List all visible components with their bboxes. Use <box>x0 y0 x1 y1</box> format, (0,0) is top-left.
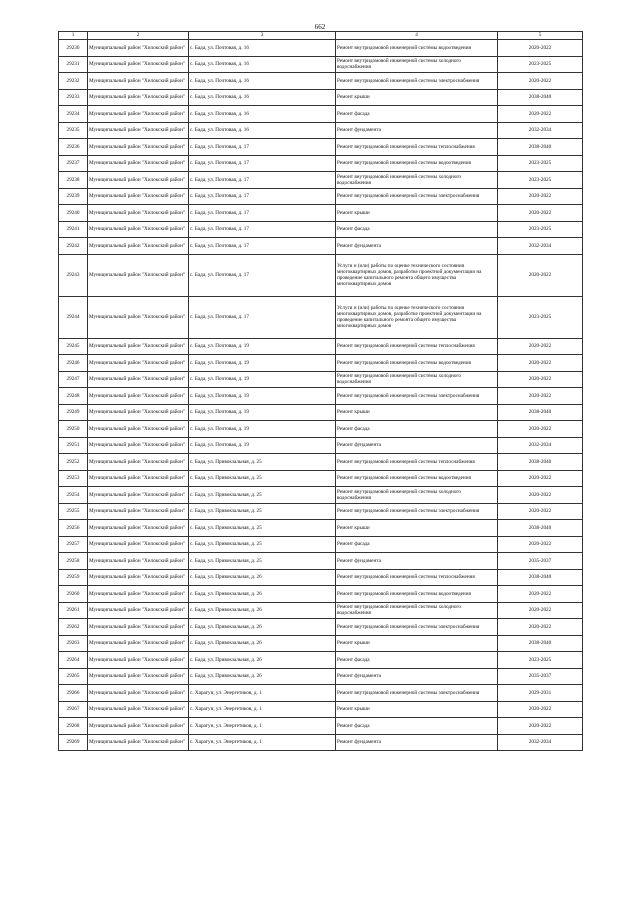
table-row <box>59 172 583 189</box>
work-type-cell: Ремонт внутридомовой инженерной системы холодного водоснабжения <box>336 371 498 388</box>
period-cell: 2023-2025 <box>498 172 583 189</box>
table-row <box>59 520 583 537</box>
district-cell: Муниципальный район "Хилокский район" <box>88 619 189 636</box>
period-cell: 2020-2022 <box>498 388 583 405</box>
district-cell: Муниципальный район "Хилокский район" <box>88 254 189 296</box>
row-number: 29243 <box>59 254 88 296</box>
period-cell: 2038-2040 <box>498 404 583 421</box>
period-cell: 2020-2022 <box>498 619 583 636</box>
table-row <box>59 718 583 735</box>
period-cell: 2020-2022 <box>498 188 583 205</box>
district-cell: Муниципальный район "Хилокский район" <box>88 388 189 405</box>
work-type-cell: Ремонт внутридомовой инженерной системы водоотведения <box>336 155 498 172</box>
row-number: 29232 <box>59 73 88 90</box>
district-cell: Муниципальный район "Хилокский район" <box>88 205 189 222</box>
district-cell: Муниципальный район "Хилокский район" <box>88 470 189 487</box>
address-cell: с. Бада, ул. Привокзальная, д. 25 <box>189 503 336 520</box>
table-row <box>59 454 583 471</box>
work-type-cell: Ремонт внутридомовой инженерной системы холодного водоснабжения <box>336 172 498 189</box>
work-type-cell: Ремонт фундамента <box>336 553 498 570</box>
period-cell: 2020-2022 <box>498 701 583 718</box>
address-cell: с. Бада, ул. Почтовая, д. 19 <box>189 388 336 405</box>
table-row <box>59 421 583 438</box>
table-row <box>59 40 583 57</box>
row-number: 29268 <box>59 718 88 735</box>
work-type-cell: Ремонт фундамента <box>336 122 498 139</box>
district-cell: Муниципальный район "Хилокский район" <box>88 685 189 702</box>
period-cell: 2032-2034 <box>498 122 583 139</box>
table-row <box>59 188 583 205</box>
period-cell: 2020-2022 <box>498 338 583 355</box>
row-number: 29235 <box>59 122 88 139</box>
table-row <box>59 371 583 388</box>
district-cell: Муниципальный район "Хилокский район" <box>88 155 189 172</box>
row-number: 29249 <box>59 404 88 421</box>
address-cell: с. Бада, ул. Почтовая, д. 17 <box>189 221 336 238</box>
district-cell: Муниципальный район "Хилокский район" <box>88 172 189 189</box>
period-cell: 2035-2037 <box>498 668 583 685</box>
row-number: 29254 <box>59 487 88 504</box>
period-cell: 2020-2022 <box>498 421 583 438</box>
address-cell: с. Бада, ул. Почтовая, д. 17 <box>189 205 336 222</box>
row-number: 29241 <box>59 221 88 238</box>
period-cell: 2029-2031 <box>498 685 583 702</box>
work-type-cell: Ремонт фасада <box>336 106 498 123</box>
period-cell: 2020-2022 <box>498 586 583 603</box>
period-cell: 2032-2034 <box>498 437 583 454</box>
district-cell: Муниципальный район "Хилокский район" <box>88 520 189 537</box>
work-type-cell: Ремонт фундамента <box>336 437 498 454</box>
row-number: 29251 <box>59 437 88 454</box>
row-number: 29259 <box>59 569 88 586</box>
row-number: 29234 <box>59 106 88 123</box>
period-cell: 2020-2022 <box>498 106 583 123</box>
row-number: 29246 <box>59 355 88 372</box>
table-row <box>59 503 583 520</box>
work-type-cell: Услуги и (или) работы по оценке технического состояния многоквартирных домов, разработке проектной документации на проведение капитального ремонта общего имущества многоквартирных домов <box>336 296 498 338</box>
row-number: 29258 <box>59 553 88 570</box>
table-row <box>59 56 583 73</box>
address-cell: с. Бада, ул. Привокзальная, д. 25 <box>189 553 336 570</box>
table-row <box>59 221 583 238</box>
row-number: 29264 <box>59 652 88 669</box>
row-number: 29263 <box>59 635 88 652</box>
table-row <box>59 536 583 553</box>
work-type-cell: Ремонт внутридомовой инженерной системы электроснабжения <box>336 619 498 636</box>
district-cell: Муниципальный район "Хилокский район" <box>88 602 189 619</box>
work-type-cell: Ремонт крыши <box>336 701 498 718</box>
table-row <box>59 652 583 669</box>
work-type-cell: Ремонт внутридомовой инженерной системы водоотведения <box>336 586 498 603</box>
period-cell: 2038-2040 <box>498 454 583 471</box>
page-number: 662 <box>314 23 326 31</box>
work-type-cell: Ремонт внутридомовой инженерной системы электроснабжения <box>336 685 498 702</box>
work-type-cell: Ремонт внутридомовой инженерной системы теплоснабжения <box>336 338 498 355</box>
period-cell: 2020-2022 <box>498 254 583 296</box>
address-cell: с. Бада, ул. Почтовая, д. 17 <box>189 296 336 338</box>
district-cell: Муниципальный район "Хилокский район" <box>88 437 189 454</box>
table-row <box>59 404 583 421</box>
table-row <box>59 668 583 685</box>
table-row <box>59 619 583 636</box>
district-cell: Муниципальный район "Хилокский район" <box>88 421 189 438</box>
address-cell: с. Бада, ул. Почтовая, д. 17 <box>189 139 336 156</box>
work-type-cell: Ремонт фундамента <box>336 668 498 685</box>
work-type-cell: Ремонт внутридомовой инженерной системы теплоснабжения <box>336 569 498 586</box>
district-cell: Муниципальный район "Хилокский район" <box>88 296 189 338</box>
column-header-1: 1 <box>59 32 88 40</box>
row-number: 29261 <box>59 602 88 619</box>
work-type-cell: Ремонт внутридомовой инженерной системы теплоснабжения <box>336 454 498 471</box>
address-cell: с. Бада, ул. Привокзальная, д. 26 <box>189 602 336 619</box>
period-cell: 2023-2025 <box>498 221 583 238</box>
district-cell: Муниципальный район "Хилокский район" <box>88 355 189 372</box>
column-header-5: 5 <box>498 32 583 40</box>
work-type-cell: Ремонт фасада <box>336 536 498 553</box>
work-type-cell: Ремонт внутридомовой инженерной системы электроснабжения <box>336 388 498 405</box>
period-cell: 2038-2040 <box>498 139 583 156</box>
address-cell: с. Бада, ул. Привокзальная, д. 25 <box>189 520 336 537</box>
table-row <box>59 586 583 603</box>
period-cell: 2020-2022 <box>498 602 583 619</box>
row-number: 29256 <box>59 520 88 537</box>
row-number: 29237 <box>59 155 88 172</box>
work-type-cell: Ремонт фундамента <box>336 734 498 751</box>
table-row <box>59 106 583 123</box>
address-cell: с. Бада, ул. Почтовая, д. 19 <box>189 421 336 438</box>
address-cell: с. Бада, ул. Привокзальная, д. 26 <box>189 619 336 636</box>
row-number: 29238 <box>59 172 88 189</box>
table-row <box>59 139 583 156</box>
column-header-4: 4 <box>336 32 498 40</box>
address-cell: с. Бада, ул. Почтовая, д. 17 <box>189 254 336 296</box>
address-cell: с. Бада, ул. Почтовая, д. 19 <box>189 371 336 388</box>
district-cell: Муниципальный район "Хилокский район" <box>88 635 189 652</box>
period-cell: 2020-2022 <box>498 536 583 553</box>
district-cell: Муниципальный район "Хилокский район" <box>88 734 189 751</box>
work-type-cell: Ремонт фундамента <box>336 238 498 255</box>
work-type-cell: Услуги и (или) работы по оценке технического состояния многоквартирных домов, разработке проектной документации на проведение капитального ремонта общего имущества многоквартирных домов <box>336 254 498 296</box>
district-cell: Муниципальный район "Хилокский район" <box>88 701 189 718</box>
table-row <box>59 437 583 454</box>
work-type-cell: Ремонт фасада <box>336 421 498 438</box>
district-cell: Муниципальный район "Хилокский район" <box>88 338 189 355</box>
row-number: 29244 <box>59 296 88 338</box>
row-number: 29239 <box>59 188 88 205</box>
district-cell: Муниципальный район "Хилокский район" <box>88 56 189 73</box>
address-cell: с. Бада, ул. Почтовая, д. 17 <box>189 155 336 172</box>
table-row <box>59 355 583 372</box>
table-row <box>59 388 583 405</box>
row-number: 29257 <box>59 536 88 553</box>
row-number: 29242 <box>59 238 88 255</box>
district-cell: Муниципальный район "Хилокский район" <box>88 221 189 238</box>
row-number: 29233 <box>59 89 88 106</box>
work-type-cell: Ремонт внутридомовой инженерной системы холодного водоснабжения <box>336 56 498 73</box>
period-cell: 2032-2034 <box>498 238 583 255</box>
table-row <box>59 635 583 652</box>
work-type-cell: Ремонт внутридомовой инженерной системы холодного водоснабжения <box>336 602 498 619</box>
address-cell: с. Бада, ул. Почтовая, д. 16 <box>189 40 336 57</box>
row-number: 29240 <box>59 205 88 222</box>
address-cell: с. Бада, ул. Почтовая, д. 17 <box>189 172 336 189</box>
address-cell: с. Бада, ул. Привокзальная, д. 25 <box>189 470 336 487</box>
table-row <box>59 338 583 355</box>
row-number: 29266 <box>59 685 88 702</box>
table-row <box>59 205 583 222</box>
row-number: 29262 <box>59 619 88 636</box>
table-row <box>59 553 583 570</box>
district-cell: Муниципальный район "Хилокский район" <box>88 122 189 139</box>
address-cell: с. Бада, ул. Привокзальная, д. 26 <box>189 668 336 685</box>
address-cell: с. Харагун, ул. Энергетиков, д. 1 <box>189 734 336 751</box>
district-cell: Муниципальный район "Хилокский район" <box>88 89 189 106</box>
work-type-cell: Ремонт фасада <box>336 718 498 735</box>
work-type-cell: Ремонт внутридомовой инженерной системы водоотведения <box>336 40 498 57</box>
period-cell: 2020-2022 <box>498 73 583 90</box>
address-cell: с. Бада, ул. Почтовая, д. 16 <box>189 89 336 106</box>
address-cell: с. Бада, ул. Почтовая, д. 19 <box>189 338 336 355</box>
period-cell: 2023-2025 <box>498 652 583 669</box>
work-type-cell: Ремонт крыши <box>336 89 498 106</box>
work-type-cell: Ремонт внутридомовой инженерной системы теплоснабжения <box>336 139 498 156</box>
work-type-cell: Ремонт фасада <box>336 652 498 669</box>
table-body <box>59 40 583 751</box>
address-cell: с. Бада, ул. Почтовая, д. 19 <box>189 404 336 421</box>
district-cell: Муниципальный район "Хилокский район" <box>88 188 189 205</box>
table-row <box>59 155 583 172</box>
district-cell: Муниципальный район "Хилокский район" <box>88 487 189 504</box>
work-type-cell: Ремонт крыши <box>336 635 498 652</box>
table-row <box>59 73 583 90</box>
address-cell: с. Бада, ул. Привокзальная, д. 25 <box>189 454 336 471</box>
row-number: 29250 <box>59 421 88 438</box>
table-row <box>59 296 583 338</box>
district-cell: Муниципальный район "Хилокский район" <box>88 652 189 669</box>
table-row <box>59 602 583 619</box>
row-number: 29245 <box>59 338 88 355</box>
row-number: 29248 <box>59 388 88 405</box>
work-type-cell: Ремонт крыши <box>336 520 498 537</box>
table-row <box>59 569 583 586</box>
row-number: 29247 <box>59 371 88 388</box>
district-cell: Муниципальный район "Хилокский район" <box>88 553 189 570</box>
table-row <box>59 238 583 255</box>
period-cell: 2038-2040 <box>498 89 583 106</box>
address-cell: с. Бада, ул. Почтовая, д. 16 <box>189 122 336 139</box>
district-cell: Муниципальный район "Хилокский район" <box>88 73 189 90</box>
address-cell: с. Бада, ул. Почтовая, д. 17 <box>189 188 336 205</box>
district-cell: Муниципальный район "Хилокский район" <box>88 139 189 156</box>
capital-repair-table <box>58 31 583 751</box>
address-cell: с. Бада, ул. Привокзальная, д. 26 <box>189 635 336 652</box>
row-number: 29253 <box>59 470 88 487</box>
district-cell: Муниципальный район "Хилокский район" <box>88 454 189 471</box>
row-number: 29252 <box>59 454 88 471</box>
work-type-cell: Ремонт крыши <box>336 404 498 421</box>
district-cell: Муниципальный район "Хилокский район" <box>88 106 189 123</box>
district-cell: Муниципальный район "Хилокский район" <box>88 40 189 57</box>
district-cell: Муниципальный район "Хилокский район" <box>88 404 189 421</box>
row-number: 29230 <box>59 40 88 57</box>
period-cell: 2020-2022 <box>498 718 583 735</box>
row-number: 29260 <box>59 586 88 603</box>
table-row <box>59 122 583 139</box>
period-cell: 2020-2022 <box>498 487 583 504</box>
period-cell: 2020-2022 <box>498 371 583 388</box>
work-type-cell: Ремонт фасада <box>336 221 498 238</box>
address-cell: с. Бада, ул. Привокзальная, д. 26 <box>189 586 336 603</box>
row-number: 29265 <box>59 668 88 685</box>
period-cell: 2023-2025 <box>498 296 583 338</box>
table-row <box>59 470 583 487</box>
period-cell: 2038-2040 <box>498 635 583 652</box>
address-cell: с. Бада, ул. Почтовая, д. 19 <box>189 437 336 454</box>
period-cell: 2023-2025 <box>498 155 583 172</box>
work-type-cell: Ремонт внутридомовой инженерной системы электроснабжения <box>336 188 498 205</box>
row-number: 29267 <box>59 701 88 718</box>
district-cell: Муниципальный район "Хилокский район" <box>88 238 189 255</box>
period-cell: 2035-2037 <box>498 553 583 570</box>
table-row <box>59 254 583 296</box>
district-cell: Муниципальный район "Хилокский район" <box>88 536 189 553</box>
row-number: 29269 <box>59 734 88 751</box>
district-cell: Муниципальный район "Хилокский район" <box>88 668 189 685</box>
row-number: 29255 <box>59 503 88 520</box>
address-cell: с. Бада, ул. Почтовая, д. 16 <box>189 56 336 73</box>
address-cell: с. Бада, ул. Привокзальная, д. 26 <box>189 652 336 669</box>
period-cell: 2020-2022 <box>498 503 583 520</box>
district-cell: Муниципальный район "Хилокский район" <box>88 503 189 520</box>
work-type-cell: Ремонт внутридомовой инженерной системы холодного водоснабжения <box>336 487 498 504</box>
district-cell: Муниципальный район "Хилокский район" <box>88 569 189 586</box>
table-row <box>59 487 583 504</box>
address-cell: с. Бада, ул. Привокзальная, д. 25 <box>189 487 336 504</box>
period-cell: 2020-2022 <box>498 470 583 487</box>
column-header-2: 2 <box>88 32 189 40</box>
work-type-cell: Ремонт внутридомовой инженерной системы электроснабжения <box>336 503 498 520</box>
address-cell: с. Харагун, ул. Энергетиков, д. 1 <box>189 701 336 718</box>
table-row <box>59 701 583 718</box>
address-cell: с. Харагун, ул. Энергетиков, д. 1 <box>189 685 336 702</box>
table-row <box>59 89 583 106</box>
address-cell: с. Бада, ул. Почтовая, д. 17 <box>189 238 336 255</box>
address-cell: с. Бада, ул. Почтовая, д. 16 <box>189 106 336 123</box>
work-type-cell: Ремонт внутридомовой инженерной системы водоотведения <box>336 470 498 487</box>
address-cell: с. Бада, ул. Привокзальная, д. 26 <box>189 569 336 586</box>
period-cell: 2020-2022 <box>498 205 583 222</box>
district-cell: Муниципальный район "Хилокский район" <box>88 586 189 603</box>
work-type-cell: Ремонт внутридомовой инженерной системы водоотведения <box>336 355 498 372</box>
work-type-cell: Ремонт крыши <box>336 205 498 222</box>
table-row <box>59 734 583 751</box>
period-cell: 2038-2040 <box>498 569 583 586</box>
column-header-3: 3 <box>189 32 336 40</box>
period-cell: 2032-2034 <box>498 734 583 751</box>
row-number: 29236 <box>59 139 88 156</box>
period-cell: 2038-2040 <box>498 520 583 537</box>
address-cell: с. Бада, ул. Почтовая, д. 16 <box>189 73 336 90</box>
district-cell: Муниципальный район "Хилокский район" <box>88 718 189 735</box>
address-cell: с. Бада, ул. Привокзальная, д. 25 <box>189 536 336 553</box>
work-type-cell: Ремонт внутридомовой инженерной системы электроснабжения <box>336 73 498 90</box>
district-cell: Муниципальный район "Хилокский район" <box>88 371 189 388</box>
header-row <box>59 32 583 40</box>
address-cell: с. Бада, ул. Почтовая, д. 19 <box>189 355 336 372</box>
period-cell: 2020-2022 <box>498 40 583 57</box>
table-row <box>59 685 583 702</box>
period-cell: 2023-2025 <box>498 56 583 73</box>
row-number: 29231 <box>59 56 88 73</box>
address-cell: с. Харагун, ул. Энергетиков, д. 1 <box>189 718 336 735</box>
period-cell: 2020-2022 <box>498 355 583 372</box>
